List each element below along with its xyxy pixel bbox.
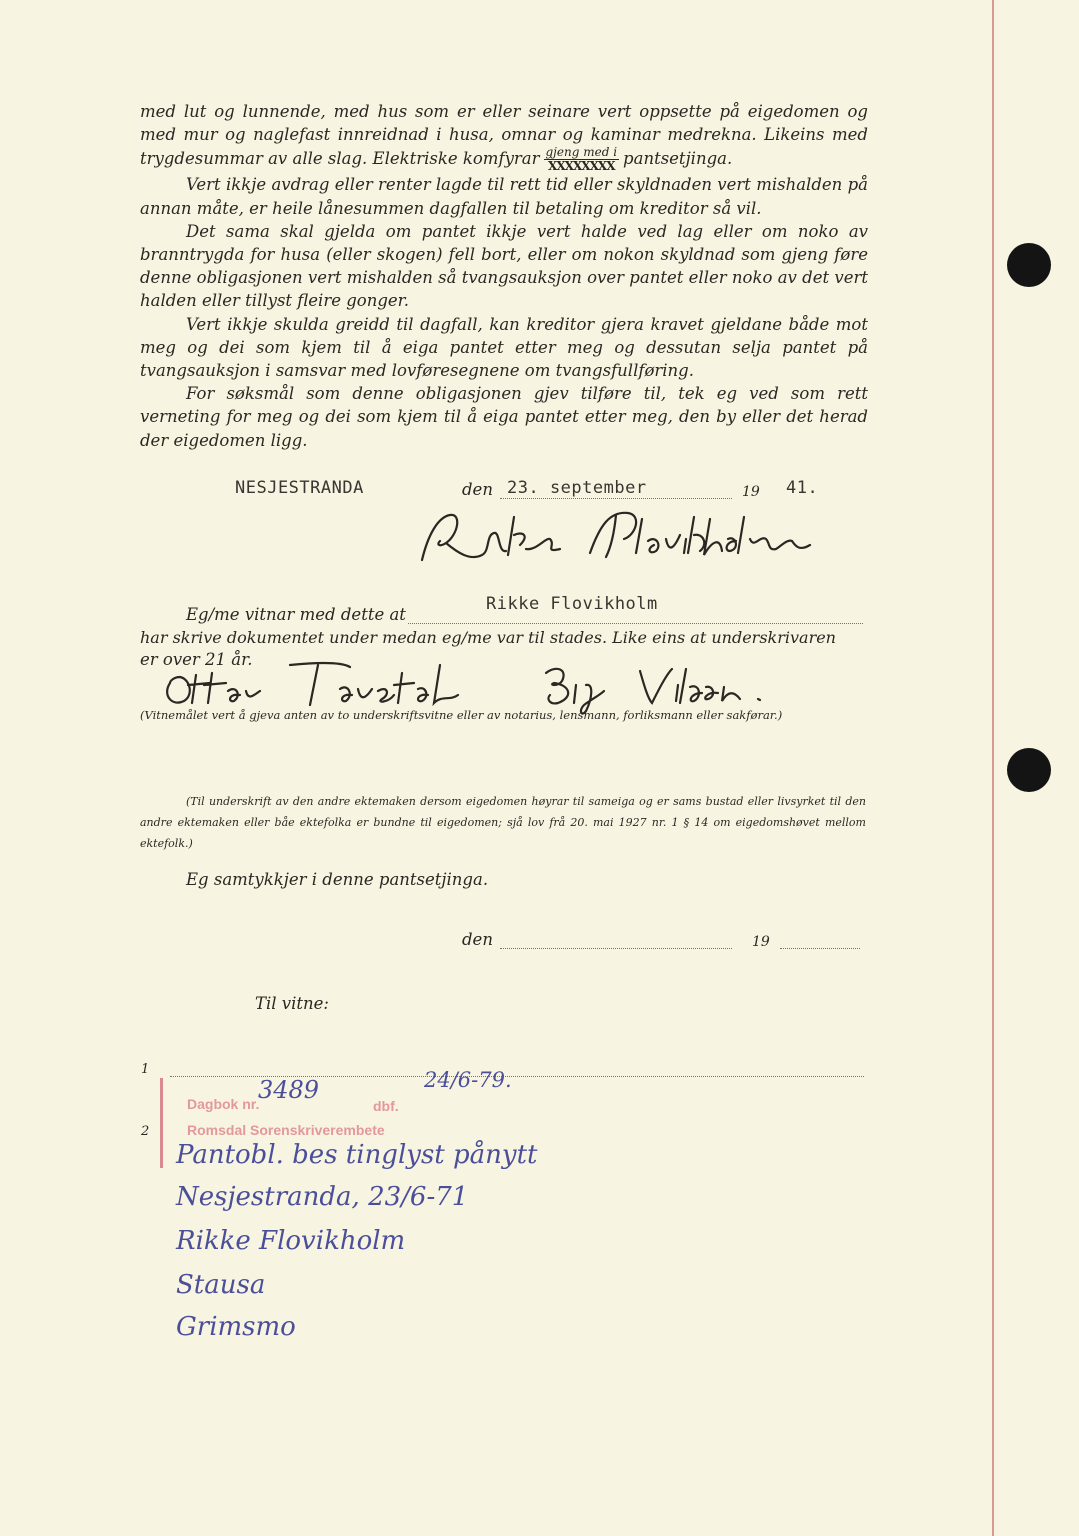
date-year: 41.	[786, 478, 819, 498]
second-date-century: 19	[752, 934, 770, 950]
witness-note: (Vitnemålet vert å gjeva anten av to underskriftsvitne eller av notarius, lensmann, forliksmann eller sakførar.)	[140, 708, 783, 722]
paragraph-3: Det sama skal gjelda om pantet ikkje vert halde ved lag eller om noko av branntrygda for husa (eller skogen) fell bort, eller om nokon skyldnad som gjeng føre denne obligasjonen vert mishalden så tvangsauksjon over pantet eller noko av det vert halden eller tillyst fleire gonger.	[140, 221, 868, 311]
stamp-handwritten-number: 3489	[258, 1076, 320, 1104]
date-dotline	[500, 498, 732, 499]
paragraph-5: For søksmål som denne obligasjonen gjev tilføre til, tek eg ved som rett verneting for meg og dei som kjem til å eiga pantet etter meg, den by eller det herad der eigedomen ligg.	[140, 384, 868, 450]
stamp-office: Romsdal Sorenskriverembete	[187, 1122, 385, 1138]
second-date-den: den	[462, 930, 493, 949]
witness-typed-name: Rikke Flovikholm	[486, 594, 658, 614]
paragraph-1	[140, 100, 868, 173]
handwritten-line-3: Rikke Flovikholm	[176, 1226, 406, 1256]
handwritten-line-1: Pantobl. bes tinglyst pånytt	[176, 1140, 538, 1170]
stamp-handwritten-date: 24/6-79.	[424, 1068, 512, 1092]
punch-hole-top	[1007, 243, 1051, 287]
witness-line-3: er over 21 år.	[140, 650, 253, 669]
spouse-note: (Til underskrift av den andre ektemaken dersom eigedomen høyrar til sameiga og er sams bustad eller livsyrket til den andre ektemaken eller båe ektefolka er bundne til eigedomen; sjå lov frå 20. mai 1927 nr. 1 § 14 om eigedomshøvet mellom ektefolk.)	[140, 795, 866, 850]
signature-main	[410, 505, 860, 575]
second-date-dotline	[500, 948, 732, 949]
handwritten-line-4: Stausa	[176, 1270, 266, 1300]
date-place: NESJESTRANDA	[235, 478, 364, 498]
date-den-label: den	[462, 480, 493, 499]
witness-number-1: 1	[141, 1062, 150, 1077]
handwritten-line-5: Grimsmo	[176, 1312, 296, 1342]
witness-lead: Eg/me vitnar med dette at	[186, 605, 406, 624]
witness-line-2: har skrive dokumentet under medan eg/me var til stades. Like eins at underskrivaren	[140, 628, 836, 647]
fraction-insert	[544, 146, 620, 173]
body-text	[140, 100, 868, 452]
paragraph-1-text: med lut og lunnende, med hus som er eller seinare vert oppsette på eigedomen og med mur og naglefast innreidnad i husa, omnar og kaminar medrekna. Likeins med trygdesummar av alle slag. Elektriske komfyrar	[140, 102, 868, 169]
date-century: 19	[742, 484, 760, 500]
til-vitne-label: Til vitne:	[255, 994, 329, 1013]
date-day-month: 23. september	[507, 478, 647, 498]
paragraph-1-tail: pantsetjinga.	[623, 149, 733, 169]
punch-hole-bottom	[1007, 748, 1051, 792]
witness-number-2: 2	[141, 1124, 150, 1139]
margin-rule	[992, 0, 994, 1536]
fraction-numerator: gjeng med i	[545, 145, 618, 160]
paragraph-4: Vert ikkje skulda greidd til dagfall, kan kreditor gjera kravet gjeldane både mot meg og dei som kjem til å eiga pantet etter meg og dessutan selja pantet på tvangsauksjon i samsvar med lovføresegnene om tvangsfullføring.	[140, 314, 868, 381]
witness-name-dotline	[408, 623, 863, 624]
handwritten-line-2: Nesjestranda, 23/6-71	[176, 1182, 469, 1212]
consent-text: Eg samtykkjer i denne pantsetjinga.	[186, 870, 489, 889]
second-year-dotline	[780, 948, 860, 949]
paragraph-2: Vert ikkje avdrag eller renter lagde til rett tid eller skyldnaden vert mishalden på annan måte, er heile lånesummen dagfallen til betaling om kreditor så vil.	[140, 175, 868, 218]
fraction-struck-out: XXXXXXXX	[548, 159, 615, 174]
stamp-dbf: dbf.	[373, 1098, 399, 1114]
stamp-dagbok-label: Dagbok nr.	[187, 1096, 260, 1112]
